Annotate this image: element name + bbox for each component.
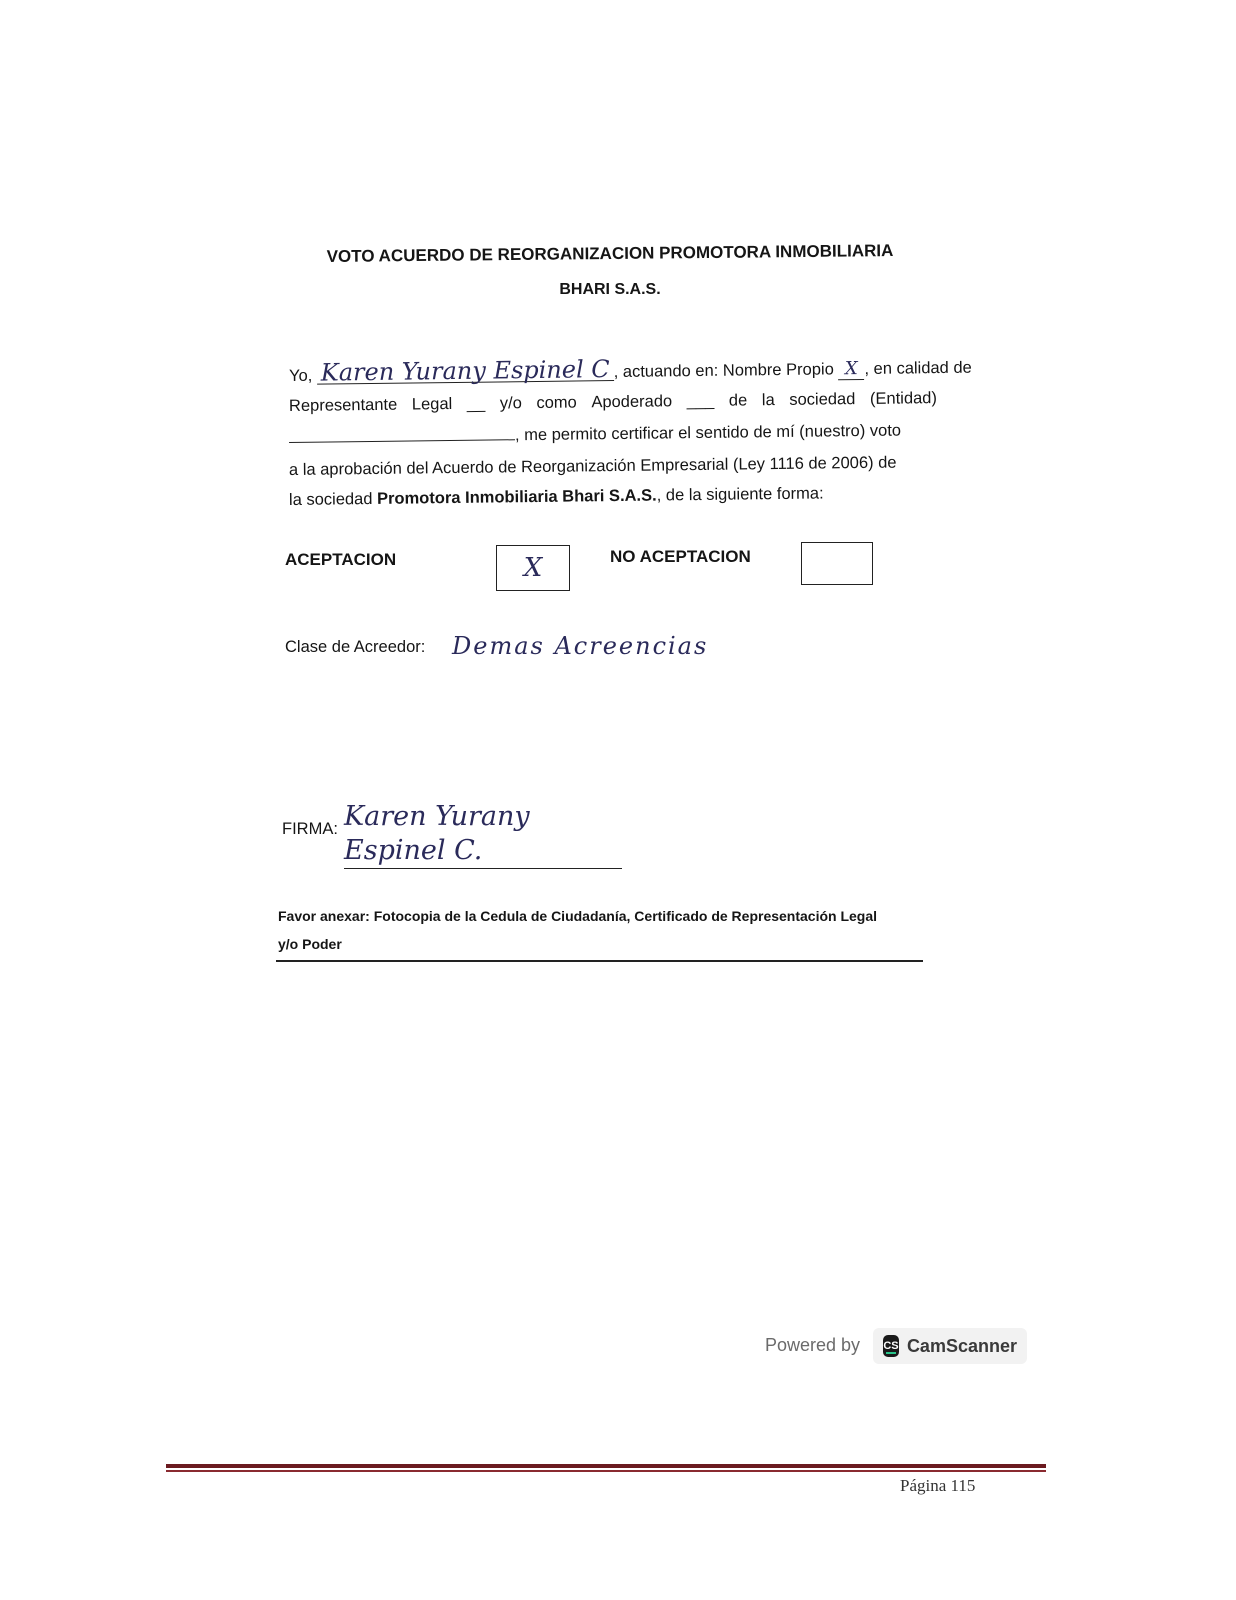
footer-rule — [166, 1464, 1046, 1468]
word: la — [761, 391, 775, 410]
signature: Karen Yurany Espinel C. — [344, 800, 622, 869]
firma-label: FIRMA: — [282, 820, 338, 838]
word: como — [536, 393, 577, 412]
word: y/o — [499, 394, 522, 413]
paragraph-line-1 — [288, 354, 972, 387]
document-title: VOTO ACUERDO DE REORGANIZACION PROMOTORA INMOBILIARIA — [326, 241, 894, 266]
company-name: Promotora Inmobiliaria Bhari S.A.S. — [376, 486, 657, 508]
entidad-blank — [289, 439, 515, 443]
paragraph-line-3 — [289, 420, 937, 448]
word: ___ — [686, 391, 715, 411]
word: de — [728, 391, 748, 410]
word: Apoderado — [591, 392, 673, 412]
footnote-line-1: Favor anexar: Fotocopia de la Cedula de Ciudadanía, Certificado de Representación Legal — [278, 908, 878, 924]
footer-rule-thin — [166, 1470, 1046, 1472]
word: Representante — [288, 395, 398, 415]
nombre-propio-mark: X — [838, 359, 864, 380]
clase-acreedor-value: Demas Acreencias — [452, 632, 709, 660]
line3-text: , me permito certificar el sentido de mí (nuestro) voto — [514, 421, 902, 445]
word: Legal — [411, 395, 453, 414]
line5-pre: la sociedad — [288, 489, 378, 509]
aceptacion-label: ACEPTACION — [285, 550, 397, 569]
aceptacion-checkbox[interactable] — [496, 545, 570, 591]
no-aceptacion-checkbox[interactable] — [801, 542, 873, 585]
handwritten-name: Karen Yurany Espinel C — [317, 358, 614, 385]
paragraph-line-4: a la aprobación del Acuerdo de Reorganización Empresarial (Ley 1116 de 2006) de — [288, 453, 897, 479]
line5-post: , de la siguiente forma: — [656, 484, 824, 505]
camscanner-logo-icon: CS — [883, 1335, 899, 1357]
aceptacion-mark: X — [523, 553, 543, 583]
en-calidad-text: , en calidad de — [864, 358, 972, 378]
camscanner-brand: CamScanner — [906, 1335, 1017, 1356]
yo-label: Yo, — [288, 366, 313, 385]
powered-by-text: Powered by — [765, 1335, 861, 1355]
footnote-rule — [276, 960, 923, 962]
camscanner-badge — [873, 1328, 1027, 1364]
paragraph-line-5 — [289, 482, 937, 510]
footnote-line-2: y/o Poder — [278, 936, 342, 952]
document-subtitle: BHARI S.A.S. — [559, 281, 661, 298]
clase-acreedor-label: Clase de Acreedor: — [285, 638, 426, 656]
word: __ — [466, 394, 486, 413]
no-aceptacion-label: NO ACEPTACION — [610, 547, 751, 566]
word: sociedad — [789, 390, 856, 409]
paragraph-line-2 — [289, 388, 937, 416]
word: (Entidad) — [869, 389, 938, 408]
actuando-text: , actuando en: Nombre Propio — [613, 360, 834, 382]
page-number: Página 115 — [900, 1476, 976, 1495]
